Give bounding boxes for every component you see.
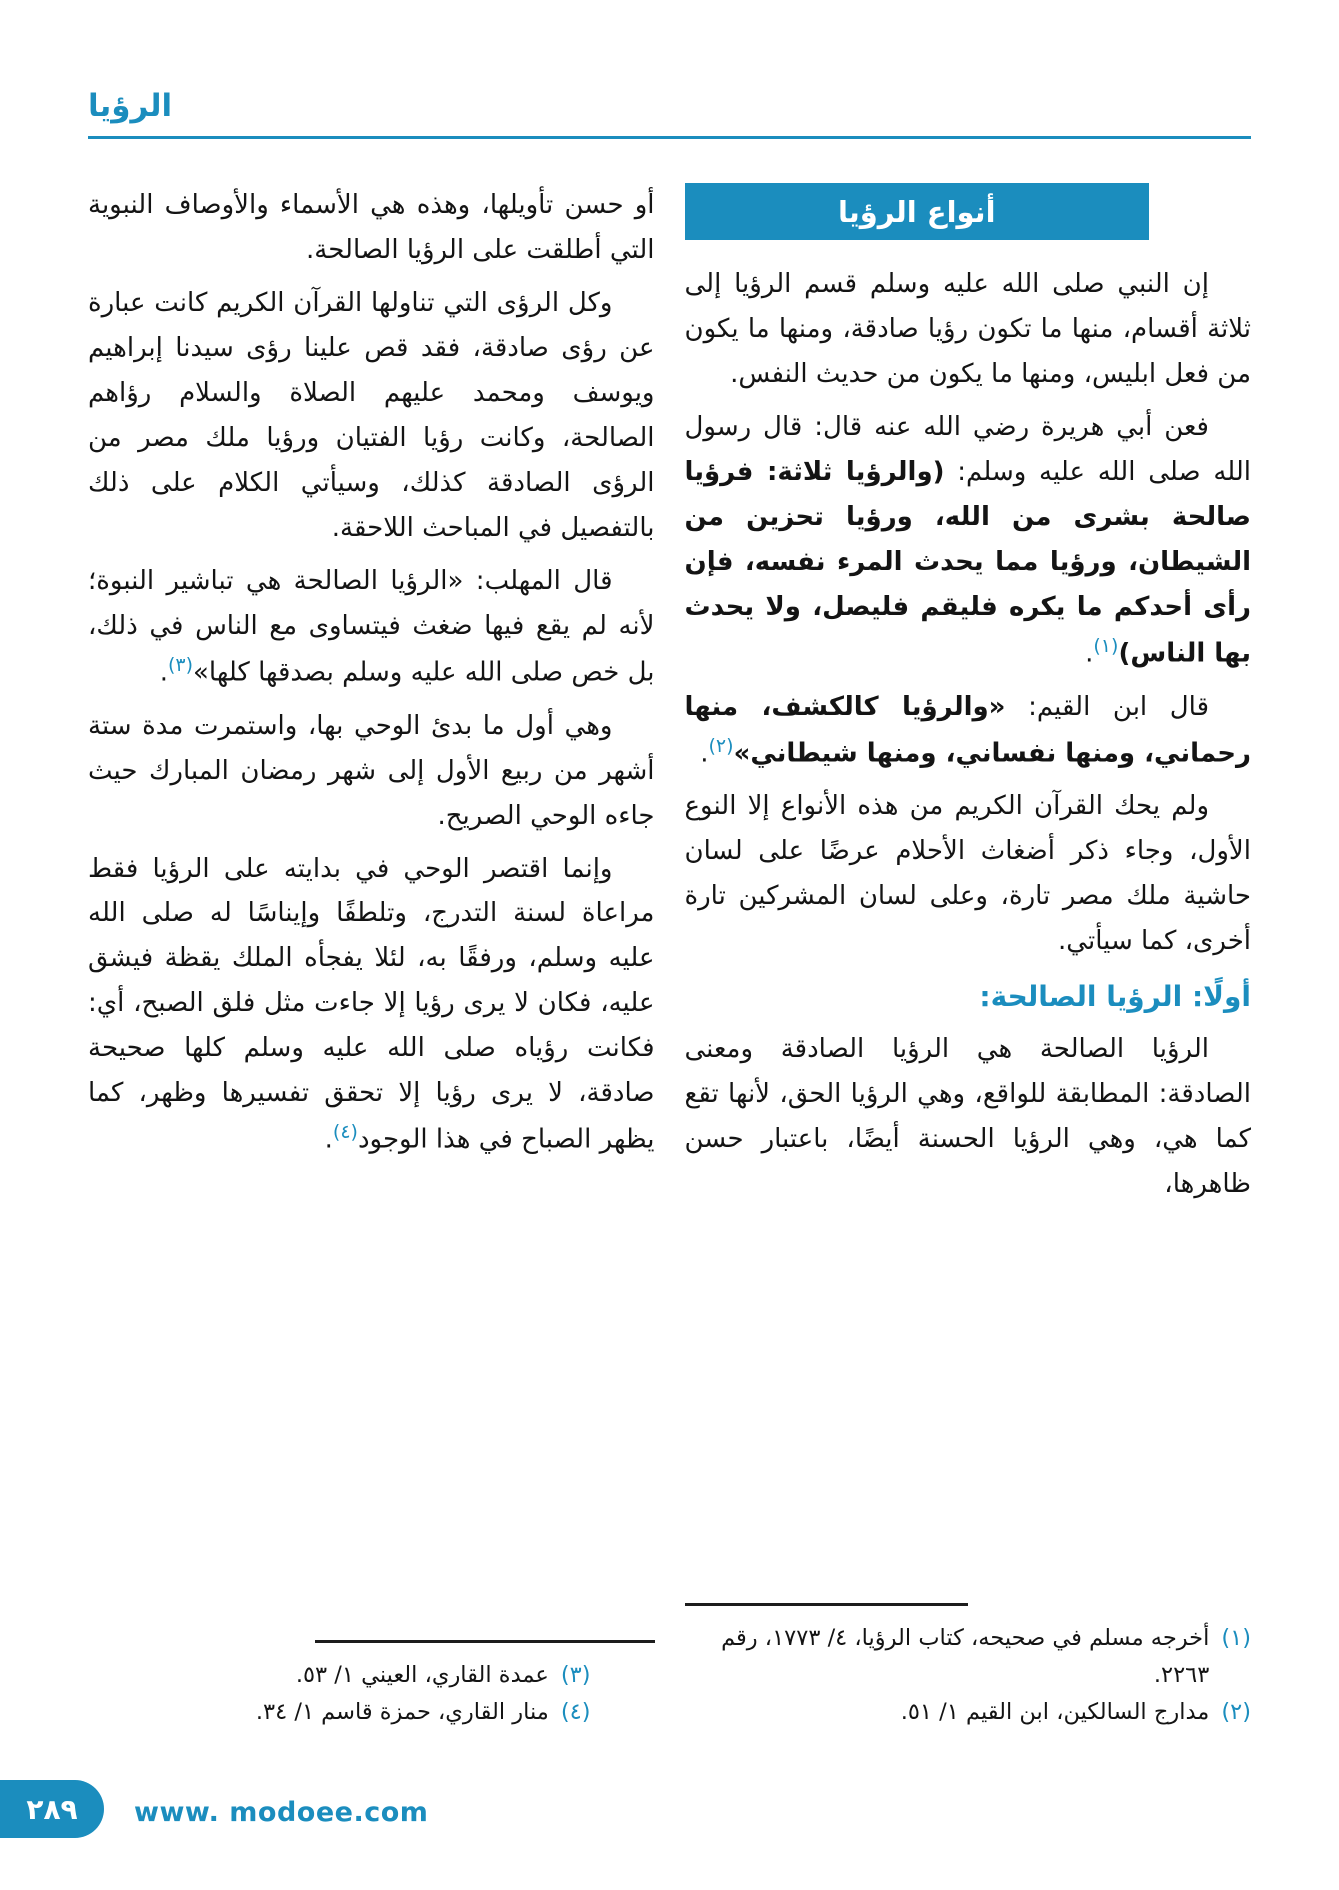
footnote-number: (٢) [1221,1699,1251,1726]
footnote-marker: (٣) [167,653,194,676]
footnote-number: (٣) [560,1662,591,1689]
footnote-separator-rule [685,1603,968,1606]
text-run: . [1085,638,1094,669]
running-head-title: الرؤيا [88,88,173,124]
text-run: وكل الرؤى التي تناولها القرآن الكريم كانت عبارة عن رؤى صادقة، فقد قص علينا رؤى سيدنا إبراهيم ويوسف ومحمد عليهم الصلاة والسلام رؤاهم الصالحة، وكانت رؤيا الفتيان ورؤيا ملك مصر من الرؤى الصادقة كذلك، وسيأتي الكلام على ذلك بالتفصيل في المباحث اللاحقة. [88,288,655,544]
paragraph [88,559,655,696]
paragraph [88,281,655,551]
right-column [685,183,1252,1731]
footnote-number: (١) [1221,1624,1251,1651]
footnote-marker: (١) [1093,635,1119,658]
content-columns [0,139,1339,1731]
footnote-marker: (٢) [708,734,734,757]
text-run: قال ابن القيم: [1005,691,1210,722]
left-footnotes [88,1634,655,1731]
text-run: . [324,1124,333,1155]
left-column [88,183,655,1731]
text-run: وهي أول ما بدئ الوحي بها، واستمرت مدة ستة أشهر من ربيع الأول إلى شهر رمضان المبارك حيث جاءه الوحي الصريح. [88,710,655,831]
paragraph [685,262,1252,397]
text-run: الرؤيا الصالحة هي الرؤيا الصادقة ومعنى الصادقة: المطابقة للواقع، وهي الرؤيا الحق، لأنها تقع كما هي، وهي الرؤيا الحسنة أيضًا، باعتبار حسن ظاهرها، [684,1034,1251,1200]
section-heading-box [685,183,1150,240]
left-footnote-list [88,1657,655,1731]
website-url[interactable]: www. modoee.com [134,1797,429,1828]
text-run: فعن أبي هريرة رضي الله عنه قال: قال رسول الله صلى الله عليه وسلم: [684,412,1251,488]
paragraph [685,685,1252,777]
text-run: . [700,738,709,769]
paragraph [685,784,1252,964]
footnote [88,1694,591,1731]
text-run: وإنما اقتصر الوحي في بدايته على الرؤيا فقط مراعاة لسنة التدرج، وتلطفًا وإيناسًا له صلى الله عليه وسلم، ورفقًا به، لئلا يفجأه الملك يقظة فيشق عليه، فكان لا يرى رؤيا إلا جاءت مثل فلق الصبح، أي: فكانت رؤياه صلى الله عليه وسلم كلها صحيحة صادقة، لا يرى رؤيا إلا تحقق تفسيرها وظهر، كما يظهر الصباح في هذا الوجود [88,853,655,1155]
text-run: أو حسن تأويلها، وهذه هي الأسماء والأوصاف النبوية التي أطلقت على الرؤيا الصالحة. [88,190,655,266]
text-run: إن النبي صلى الله عليه وسلم قسم الرؤيا إلى ثلاثة أقسام، منها ما تكون رؤيا صادقة، ومنها ما يكون من فعل ابليس، ومنها ما يكون من حديث النفس. [684,269,1251,390]
footnote [685,1694,1252,1731]
footnote-separator-rule [315,1640,655,1643]
text-run: ولم يحك القرآن الكريم من هذه الأنواع إلا النوع الأول، وجاء ذكر أضغاث الأحلام عرضًا على لسان حاشية ملك مصر تارة، وعلى لسان المشركين تارة أخرى، كما سيأتي. [684,791,1251,957]
right-footnote-list [685,1620,1252,1731]
text-run: (والرؤيا ثلاثة: فرؤيا صالحة بشرى من الله، ورؤيا تحزين من الشيطان، ورؤيا مما يحدث المرء نفسه، فإن رأى أحدكم ما يكره فليقم فليصل، ولا يحدث بها الناس) [684,457,1251,669]
footnote [685,1620,1252,1694]
paragraph [685,1027,1252,1207]
text-run: «والرؤيا كالكشف، منها رحماني، ومنها نفساني، ومنها شيطاني» [684,691,1251,769]
subheading: أولًا: الرؤيا الصالحة: [979,980,1251,1014]
text-run: . [159,657,168,688]
page-header [0,0,1339,139]
footnote-text: أخرجه مسلم في صحيحه، كتاب الرؤيا، ٤/ ١٧٧٣، رقم ٢٢٦٣. [721,1624,1210,1689]
page-number: ٢٨٩ [26,1792,78,1826]
footnote-marker: (٤) [332,1121,358,1144]
footnote [88,1657,591,1694]
paragraph [88,704,655,839]
right-column-body [685,262,1252,1215]
footnote-number: (٤) [560,1699,591,1726]
footnote-text: منار القاري، حمزة قاسم ١/ ٣٤. [255,1699,549,1726]
footnote-text: مدارج السالكين، ابن القيم ١/ ٥١. [900,1699,1210,1726]
left-column-body [88,183,655,1171]
paragraph [88,847,655,1163]
paragraph [685,405,1252,676]
footnote-text: عمدة القاري، العيني ١/ ٥٣. [295,1662,549,1689]
paragraph [88,183,655,273]
right-footnotes [685,1597,1252,1731]
page-number-pill [0,1780,104,1838]
text-run: قال المهلب: «الرؤيا الصالحة هي تباشير النبوة؛ لأنه لم يقع فيها ضغث فيتساوى مع الناس في ذلك، بل خص صلى الله عليه وسلم بصدقها كلها» [88,566,655,688]
section-heading-text: أنواع الرؤيا [837,194,996,229]
